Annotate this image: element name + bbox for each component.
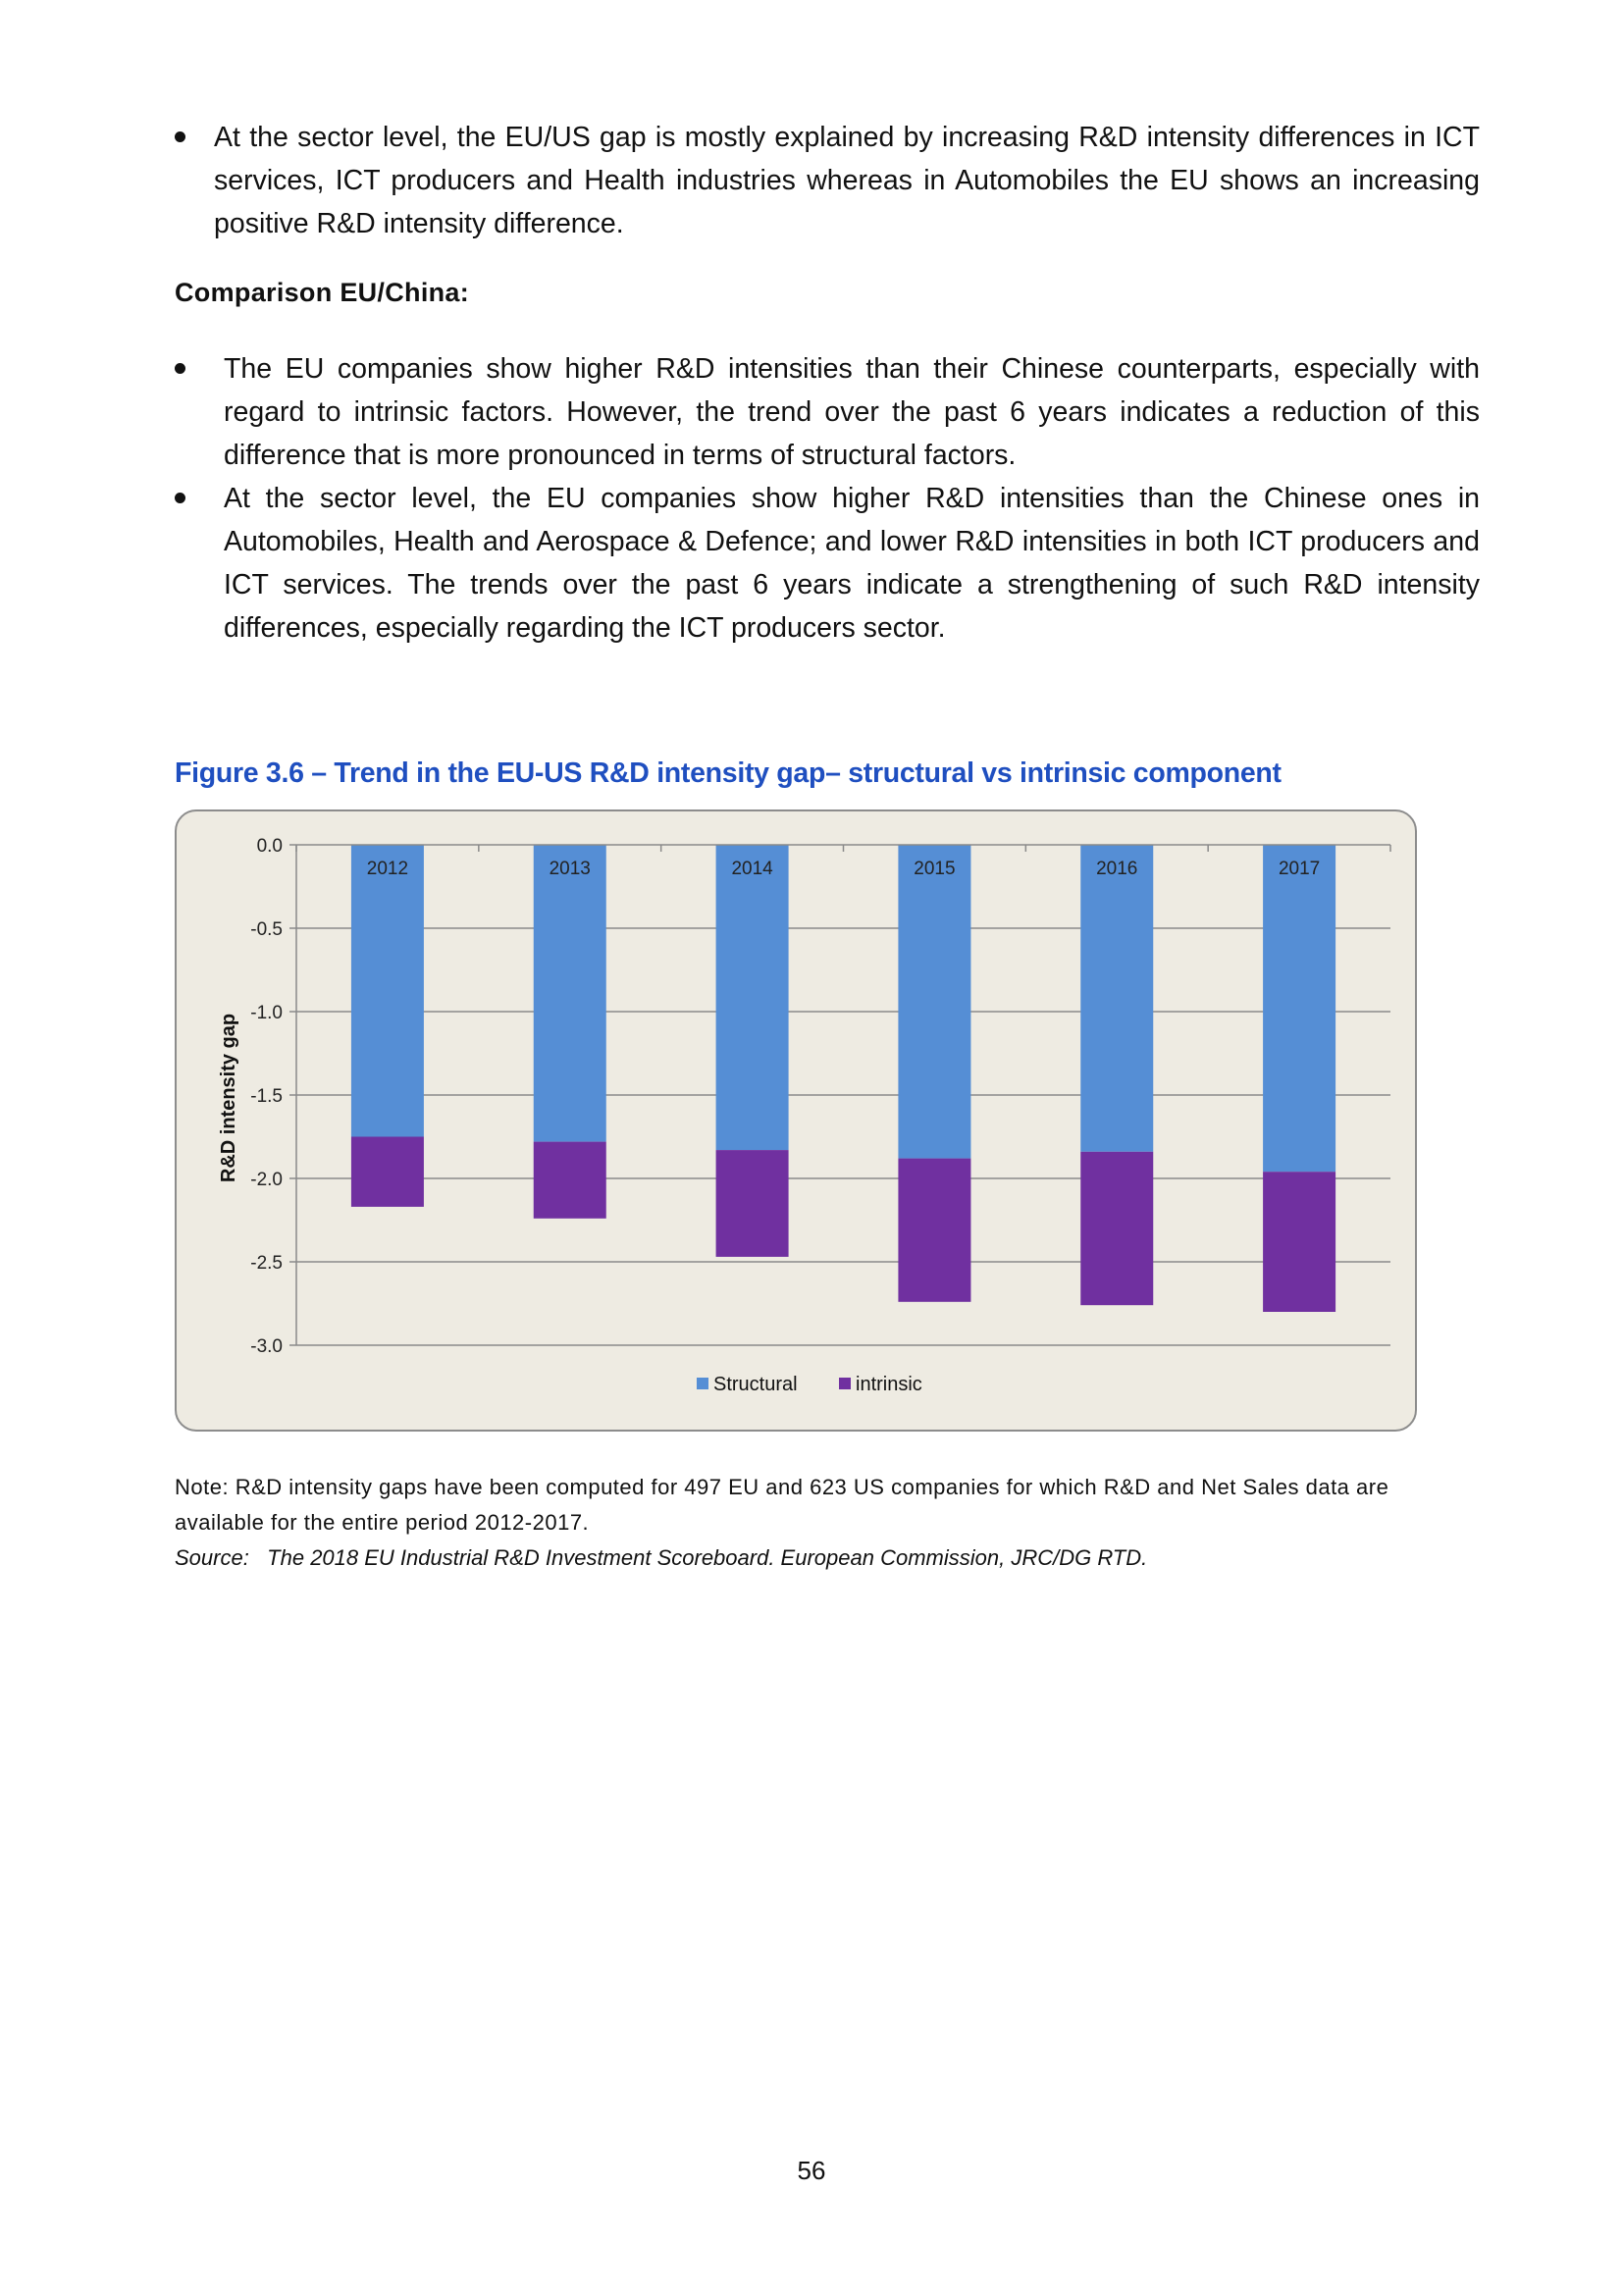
bar-structural-2013 [534,845,606,1142]
bars [351,845,1335,1312]
y-tick-label: -2.5 [250,1253,283,1274]
bar-intrinsic-2012 [351,1137,424,1207]
figure-notes [175,1470,1480,1576]
bullet-list-us [175,116,1480,245]
bar-intrinsic-2014 [716,1150,789,1257]
bar-intrinsic-2017 [1263,1172,1335,1312]
chart-frame [175,809,1417,1432]
y-tick-label: -1.0 [250,1003,283,1023]
bullet-text: At the sector level, the EU/US gap is mostly explained by increasing R&D intensity differences in ICT services, ICT producers and Health industries whereas in Automobiles the EU shows an increasing positive R&D intensity difference. [214,122,1480,239]
bullet-item-china-1 [175,347,1480,477]
bar-structural-2016 [1080,845,1153,1152]
bar-intrinsic-2015 [898,1159,970,1302]
legend [697,1374,922,1395]
gridlines [296,928,1390,1345]
y-tick-label: -0.5 [250,919,283,940]
bar-structural-2014 [716,845,789,1150]
bar-structural-2015 [898,845,970,1159]
x-category-label: 2017 [1278,859,1321,879]
y-axis-title: R&D intensity gap [218,1013,239,1183]
x-category-label: 2013 [549,859,591,879]
bullet-item-china-2 [175,477,1480,650]
stacked-bar-chart [177,811,1415,1430]
legend-swatch-intrinsic [839,1378,851,1389]
section-heading: Comparison EU/China: [175,278,470,307]
bullet-dot-icon [175,493,185,503]
legend-swatch-structural [697,1378,708,1389]
legend-label: Structural [713,1374,798,1395]
bar-intrinsic-2016 [1080,1152,1153,1305]
source-label: Source: [175,1545,249,1570]
bullet-text: The EU companies show higher R&D intensities than their Chinese counterparts, especially with regard to intrinsic factors. However, the trend over the past 6 years indicates a reduction of this difference that is more pronounced in terms of structural factors. [224,353,1480,471]
note-text: Note: R&D intensity gaps have been computed for 497 EU and 623 US companies for which R&D and Net Sales data are available for the entire period 2012-2017. [175,1475,1389,1535]
bullet-item-us-sector [175,116,1480,245]
bullet-dot-icon [175,131,185,142]
y-tick-label: -1.5 [250,1086,283,1107]
page-number: 56 [797,2156,826,2185]
bullet-text: At the sector level, the EU companies show higher R&D intensities than the Chinese ones in Automobiles, Health and Aerospace & Defence; and lower R&D intensities in both ICT producers and ICT services. The trends over the past 6 years indicate a strengthening of such R&D intensity differences, especially regarding the ICT producers sector. [224,483,1480,644]
x-category-label: 2016 [1096,859,1138,879]
y-tick-label: -2.0 [250,1170,283,1190]
y-tick-label: -3.0 [250,1336,283,1357]
source-text: The 2018 EU Industrial R&D Investment Scoreboard. European Commission, JRC/DG RTD. [267,1545,1148,1570]
source-line [175,1540,1480,1576]
bullet-list-china [175,347,1480,650]
x-category-label: 2012 [366,859,409,879]
bar-structural-2012 [351,845,424,1137]
figure-title: Figure 3.6 – Trend in the EU-US R&D intensity gap– structural vs intrinsic component [175,757,1282,789]
bar-intrinsic-2013 [534,1142,606,1219]
x-category-label: 2015 [914,859,956,879]
y-tick-label: 0.0 [256,836,283,857]
x-category-label: 2014 [731,859,773,879]
legend-label: intrinsic [856,1374,922,1395]
bullet-dot-icon [175,363,185,374]
bar-structural-2017 [1263,845,1335,1172]
